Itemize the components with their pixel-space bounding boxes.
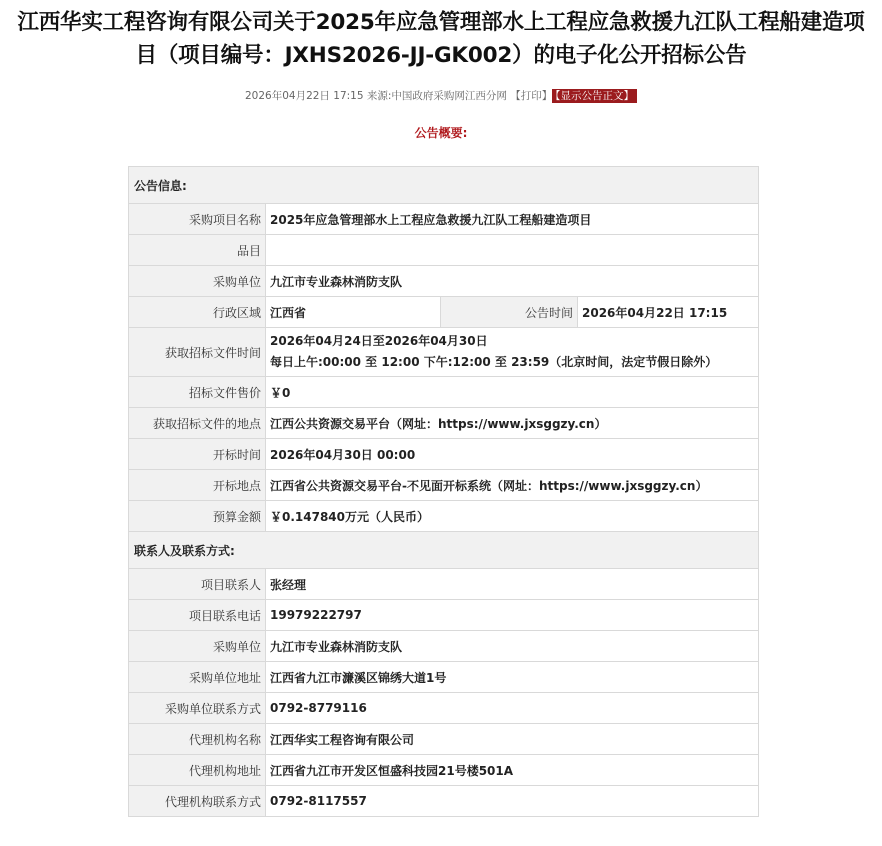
table-row: [129, 204, 759, 235]
row-label: 行政区域: [129, 297, 266, 328]
row-label: 采购单位: [129, 631, 266, 662]
doc-price-value: ￥0: [266, 377, 759, 408]
table-row: [129, 328, 759, 377]
open-time-value: 2026年04月30日 00:00: [266, 439, 759, 470]
row-label: 获取招标文件的地点: [129, 408, 266, 439]
table-row: [129, 569, 759, 600]
table-row: [129, 439, 759, 470]
table-row: [129, 532, 759, 569]
agency-address-value: 江西省九江市开发区恒盛科技园21号楼501A: [266, 755, 759, 786]
item-value: [266, 235, 759, 266]
meta-line: [0, 88, 882, 104]
table-row: [129, 724, 759, 755]
row-label: 开标时间: [129, 439, 266, 470]
section-title: 公告概要:: [414, 126, 468, 140]
table-row: [129, 167, 759, 204]
table-row: [129, 470, 759, 501]
project-phone-value: 19979222797: [266, 600, 759, 631]
purchaser-phone-value: 0792-8779116: [266, 693, 759, 724]
region-value: 江西省: [266, 297, 441, 328]
row-label: 招标文件售价: [129, 377, 266, 408]
table-row: [129, 266, 759, 297]
table-row: [129, 693, 759, 724]
source-name: 中国政府采购网江西分网: [391, 90, 507, 102]
table-row: [129, 501, 759, 532]
publish-date: 2026年04月22日 17:15: [244, 90, 364, 102]
project-name-value: 2025年应急管理部水上工程应急救援九江队工程船建造项目: [266, 204, 759, 235]
row-label: 预算金额: [129, 501, 266, 532]
print-link[interactable]: 【打印】: [510, 90, 553, 102]
table-row: [129, 408, 759, 439]
table-row: [129, 755, 759, 786]
contact-purchaser-value: 九江市专业森林消防支队: [266, 631, 759, 662]
purchaser-value: 九江市专业森林消防支队: [266, 266, 759, 297]
doc-time-value: [266, 328, 759, 377]
project-contact-value: 张经理: [266, 569, 759, 600]
announcement-table: [128, 166, 759, 817]
announcement-heading: 公告信息:: [129, 167, 759, 204]
row-label: 采购单位联系方式: [129, 693, 266, 724]
row-label: 代理机构名称: [129, 724, 266, 755]
row-label: 开标地点: [129, 470, 266, 501]
table-row: [129, 786, 759, 817]
row-label: 公告时间: [441, 297, 578, 328]
doc-place-value: 江西公共资源交易平台（网址：https://www.jxsggzy.cn）: [266, 408, 759, 439]
row-label: 项目联系电话: [129, 600, 266, 631]
table-row: [129, 600, 759, 631]
table-row: [129, 662, 759, 693]
table-row: [129, 235, 759, 266]
show-body-button[interactable]: 【显示公告正文】: [552, 89, 637, 103]
row-label: 代理机构地址: [129, 755, 266, 786]
publish-time-value: 2026年04月22日 17:15: [578, 297, 759, 328]
row-label: 代理机构联系方式: [129, 786, 266, 817]
agency-name-value: 江西华实工程咨询有限公司: [266, 724, 759, 755]
contacts-heading: 联系人及联系方式:: [129, 532, 759, 569]
agency-phone-value: 0792-8117557: [266, 786, 759, 817]
row-label: 采购项目名称: [129, 204, 266, 235]
page-title: 江西华实工程咨询有限公司关于2025年应急管理部水上工程应急救援九江队工程船建造项目（项目编号：JXHS2026-JJ-GK002）的电子化公开招标公告: [17, 10, 865, 68]
budget-value: ￥0.147840万元（人民币）: [266, 501, 759, 532]
row-label: 采购单位: [129, 266, 266, 297]
row-label: 品目: [129, 235, 266, 266]
row-label: 采购单位地址: [129, 662, 266, 693]
table-row: [129, 297, 759, 328]
doc-time-hours: 每日上午:00:00 至 12:00 下午:12:00 至 23:59（北京时间，法定节假日除外）: [270, 355, 718, 369]
open-place-value: 江西省公共资源交易平台-不见面开标系统（网址：https://www.jxsggzy.cn）: [266, 470, 759, 501]
doc-time-dates: 2026年04月24日至2026年04月30日: [270, 334, 488, 348]
table-row: [129, 631, 759, 662]
source-label: 来源:: [366, 90, 392, 102]
row-label: 项目联系人: [129, 569, 266, 600]
table-row: [129, 377, 759, 408]
purchaser-address-value: 江西省九江市濂溪区锦绣大道1号: [266, 662, 759, 693]
row-label: 获取招标文件时间: [129, 328, 266, 377]
